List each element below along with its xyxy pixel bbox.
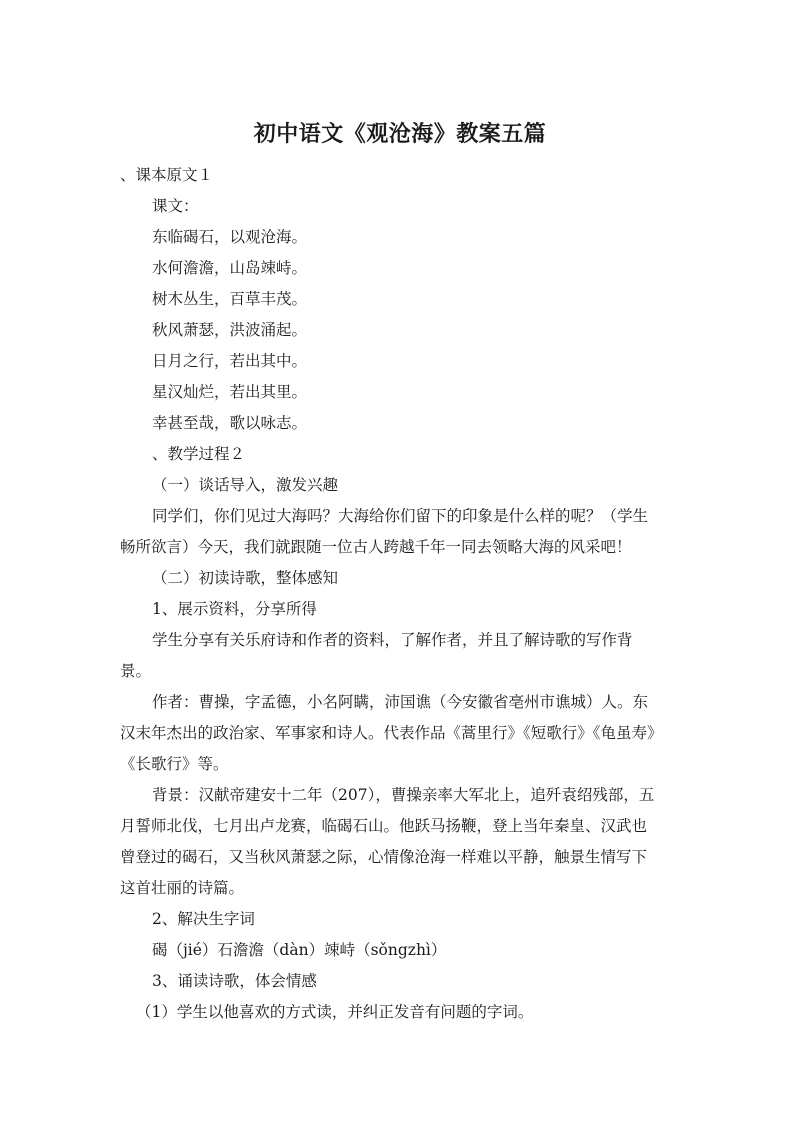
- author-paragraph: [120, 687, 680, 780]
- part-heading-intro: （一）谈话导入，激发兴趣: [152, 476, 339, 494]
- paragraph-line: 同学们，你们见过大海吗？大海给你们留下的印象是什么样的呢？（学生: [152, 507, 649, 525]
- poem-line: 日月之行，若出其中。: [152, 352, 308, 370]
- section-heading-original-text: 、课本原文１: [120, 166, 214, 184]
- step-heading-reading: 3、诵读诗歌，体会情感: [152, 972, 317, 990]
- step-heading-share: 1、展示资料，分享所得: [152, 600, 317, 618]
- document-body: [120, 160, 680, 1028]
- paragraph-line: 这首壮丽的诗篇。: [120, 879, 245, 897]
- paragraph-line: 月誓师北伐，七月出卢龙赛，临碣石山。他跃马扬鞭，登上当年秦皇、汉武也: [120, 817, 648, 835]
- paragraph-line: 曾登过的碣石，又当秋风萧瑟之际，心情像沧海一样难以平静，触景生情写下: [120, 848, 648, 866]
- paragraph-line: 作者：曹操，字孟德，小名阿瞒，沛国谯（今安徽省亳州市谯城）人。东: [152, 693, 649, 711]
- poem: [120, 222, 680, 439]
- paragraph-line: 背景：汉献帝建安十二年（207），曹操亲率大军北上，追歼袁绍残部，五: [152, 786, 655, 804]
- intro-paragraph: [120, 501, 680, 563]
- poem-line: 水何澹澹，山岛竦峙。: [152, 259, 308, 277]
- poem-line: 东临碣石，以观沧海。: [152, 228, 308, 246]
- share-paragraph: [120, 625, 680, 687]
- paragraph-line: 景。: [120, 662, 152, 680]
- text-label: 课文：: [152, 197, 199, 215]
- poem-line: 幸甚至哉，歌以咏志。: [152, 414, 308, 432]
- poem-line: 星汉灿烂，若出其里。: [152, 383, 308, 401]
- poem-line: 树木丛生，百草丰茂。: [152, 290, 308, 308]
- paragraph-line: 《长歌行》等。: [120, 755, 229, 773]
- part-heading-first-reading: （二）初读诗歌，整体感知: [152, 569, 339, 587]
- paragraph-line: 汉末年杰出的政治家、军事家和诗人。代表作品《蒿里行》《短歌行》《龟虽寿》: [120, 724, 663, 742]
- paragraph-line: 学生分享有关乐府诗和作者的资料，了解作者，并且了解诗歌的写作背: [152, 631, 633, 649]
- paragraph-line: 畅所欲言）今天，我们就跟随一位古人跨越千年一同去领略大海的风采吧！: [120, 538, 632, 556]
- section-heading-teaching-process: 、教学过程２: [152, 445, 246, 463]
- poem-line: 秋风萧瑟，洪波涌起。: [152, 321, 308, 339]
- step-heading-vocab: 2、解决生字词: [152, 910, 255, 928]
- vocab-line: 碣（jié）石澹澹（dàn）竦峙（sǒngzhì）: [152, 941, 447, 959]
- reading-item: （1）学生以他喜欢的方式读，并纠正发音有问题的字词。: [136, 1003, 534, 1021]
- document-title: 初中语文《观沧海》教案五篇: [253, 122, 547, 147]
- background-paragraph: [120, 780, 680, 904]
